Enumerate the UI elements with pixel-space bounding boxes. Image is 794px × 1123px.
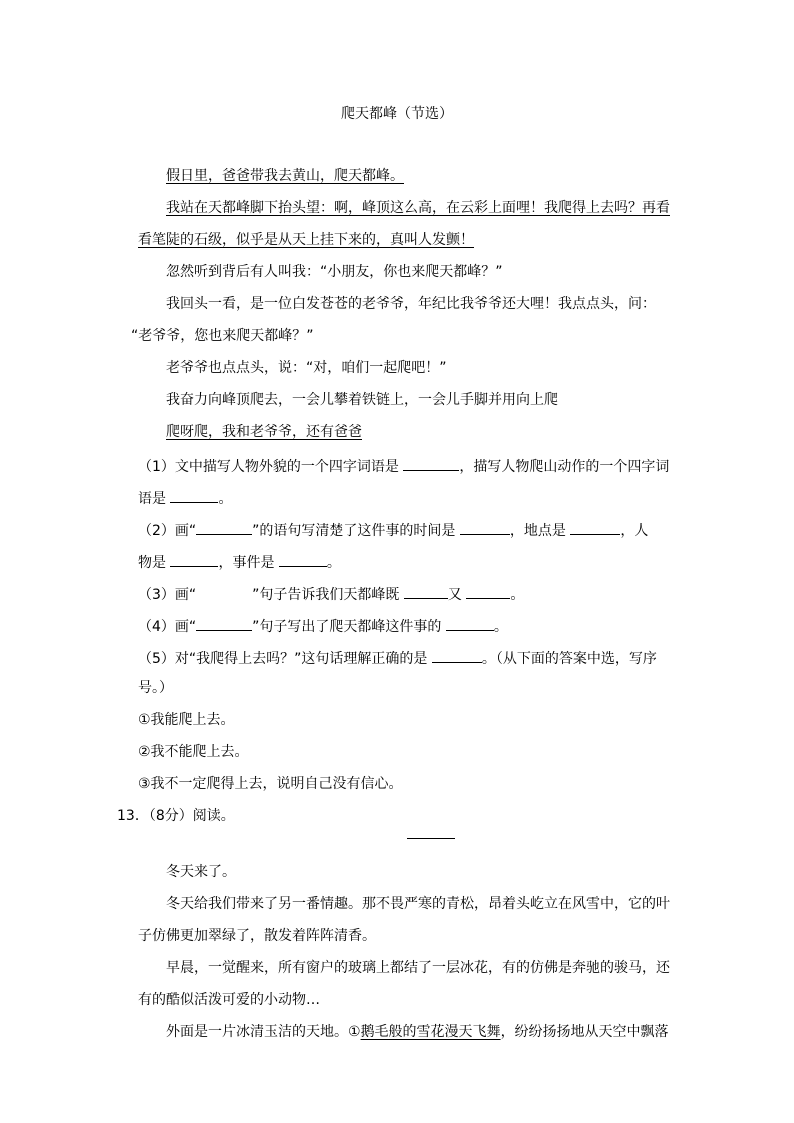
passage-line: 老爷爷也点点头，说：“对，咱们一起爬吧！” — [166, 360, 447, 376]
passage-line: 假日里，爸爸带我去黄山，爬天都峰。 — [166, 168, 404, 184]
answer-blank[interactable] — [460, 518, 510, 535]
answer-blank[interactable] — [570, 518, 620, 535]
underline-mark — [196, 614, 252, 631]
question-5-line: 号。） — [138, 680, 173, 696]
question-1-line: （1）文中描写人物外貌的一个四字词语是 ，描写人物爬山动作的一个四字词 — [138, 454, 669, 477]
answer-blank[interactable] — [466, 582, 510, 599]
passage-line: 忽然听到背后有人叫我：“小朋友，你也来爬天都峰？” — [166, 264, 503, 280]
passage-line: 子仿佛更加翠绿了，散发着阵阵清香。 — [138, 928, 376, 944]
answer-blank[interactable] — [432, 646, 482, 663]
question-1-line: 语是 。 — [138, 486, 232, 509]
passage-line: “老爷爷，您也来爬天都峰？” — [131, 328, 314, 344]
wavy-line-mark — [196, 585, 252, 605]
option-1: ①我能爬上去。 — [138, 712, 235, 728]
answer-blank[interactable] — [279, 550, 327, 567]
question-2-line: 物是 ，事件是 。 — [138, 550, 341, 573]
option-3: ③我不一定爬得上去，说明自己没有信心。 — [138, 776, 403, 792]
question-13-header: 13．（8分）阅读。 — [117, 808, 235, 824]
question-2-line: （2）画“ ”的语句写清楚了这件事的时间是 ，地点是 ，人 — [138, 518, 648, 541]
question-5-line: （5）对“我爬得上去吗？”这句话理解正确的是 。（从下面的答案中选，写序 — [138, 646, 657, 669]
underline-mark — [196, 518, 252, 535]
question-3-line: （3）画“ ”句子告诉我们天都峰既 又 。 — [138, 582, 524, 605]
passage-line: 有的酷似活泼可爱的小动物… — [138, 992, 320, 1008]
passage-line: 看笔陡的石级，似乎是从天上挂下来的，真叫人发颤！ — [138, 232, 474, 248]
passage-line: 冬天来了。 — [166, 864, 236, 880]
underlined-phrase: 鹅毛般的雪花漫天飞舞 — [360, 1024, 501, 1040]
passage-line: 外面是一片冰清玉洁的天地。①鹅毛般的雪花漫天飞舞，纷纷扬扬地从天空中飘落 — [166, 1024, 669, 1040]
passage-title: 爬天都峰（节选） — [341, 106, 453, 122]
option-2: ②我不能爬上去。 — [138, 744, 249, 760]
passage-line: 爬呀爬，我和老爷爷，还有爸爸 — [166, 424, 362, 440]
answer-blank[interactable] — [403, 454, 459, 471]
question-4-line: （4）画“ ”句子写出了爬天都峰这件事的 。 — [138, 614, 508, 637]
passage-line: 我站在天都峰脚下抬头望：啊，峰顶这么高，在云彩上面哩！我爬得上去吗？再看 — [166, 200, 670, 216]
passage-line: 冬天给我们带来了另一番情趣。那不畏严寒的青松，昂着头屹立在风雪中，它的叶 — [166, 896, 670, 912]
answer-blank[interactable] — [404, 582, 448, 599]
passage-line: 我回头一看，是一位白发苍苍的老爷爷，年纪比我爷爷还大哩！我点点头，问： — [166, 296, 656, 312]
passage-line: 早晨，一觉醒来，所有窗户的玻璃上都结了一层冰花，有的仿佛是奔驰的骏马，还 — [166, 960, 670, 976]
passage-line: 我奋力向峰顶爬去，一会儿攀着铁链上，一会儿手脚并用向上爬 — [166, 392, 558, 408]
answer-blank[interactable] — [170, 550, 218, 567]
title-blank-line — [407, 838, 455, 839]
answer-blank[interactable] — [170, 486, 218, 503]
answer-blank[interactable] — [446, 614, 494, 631]
